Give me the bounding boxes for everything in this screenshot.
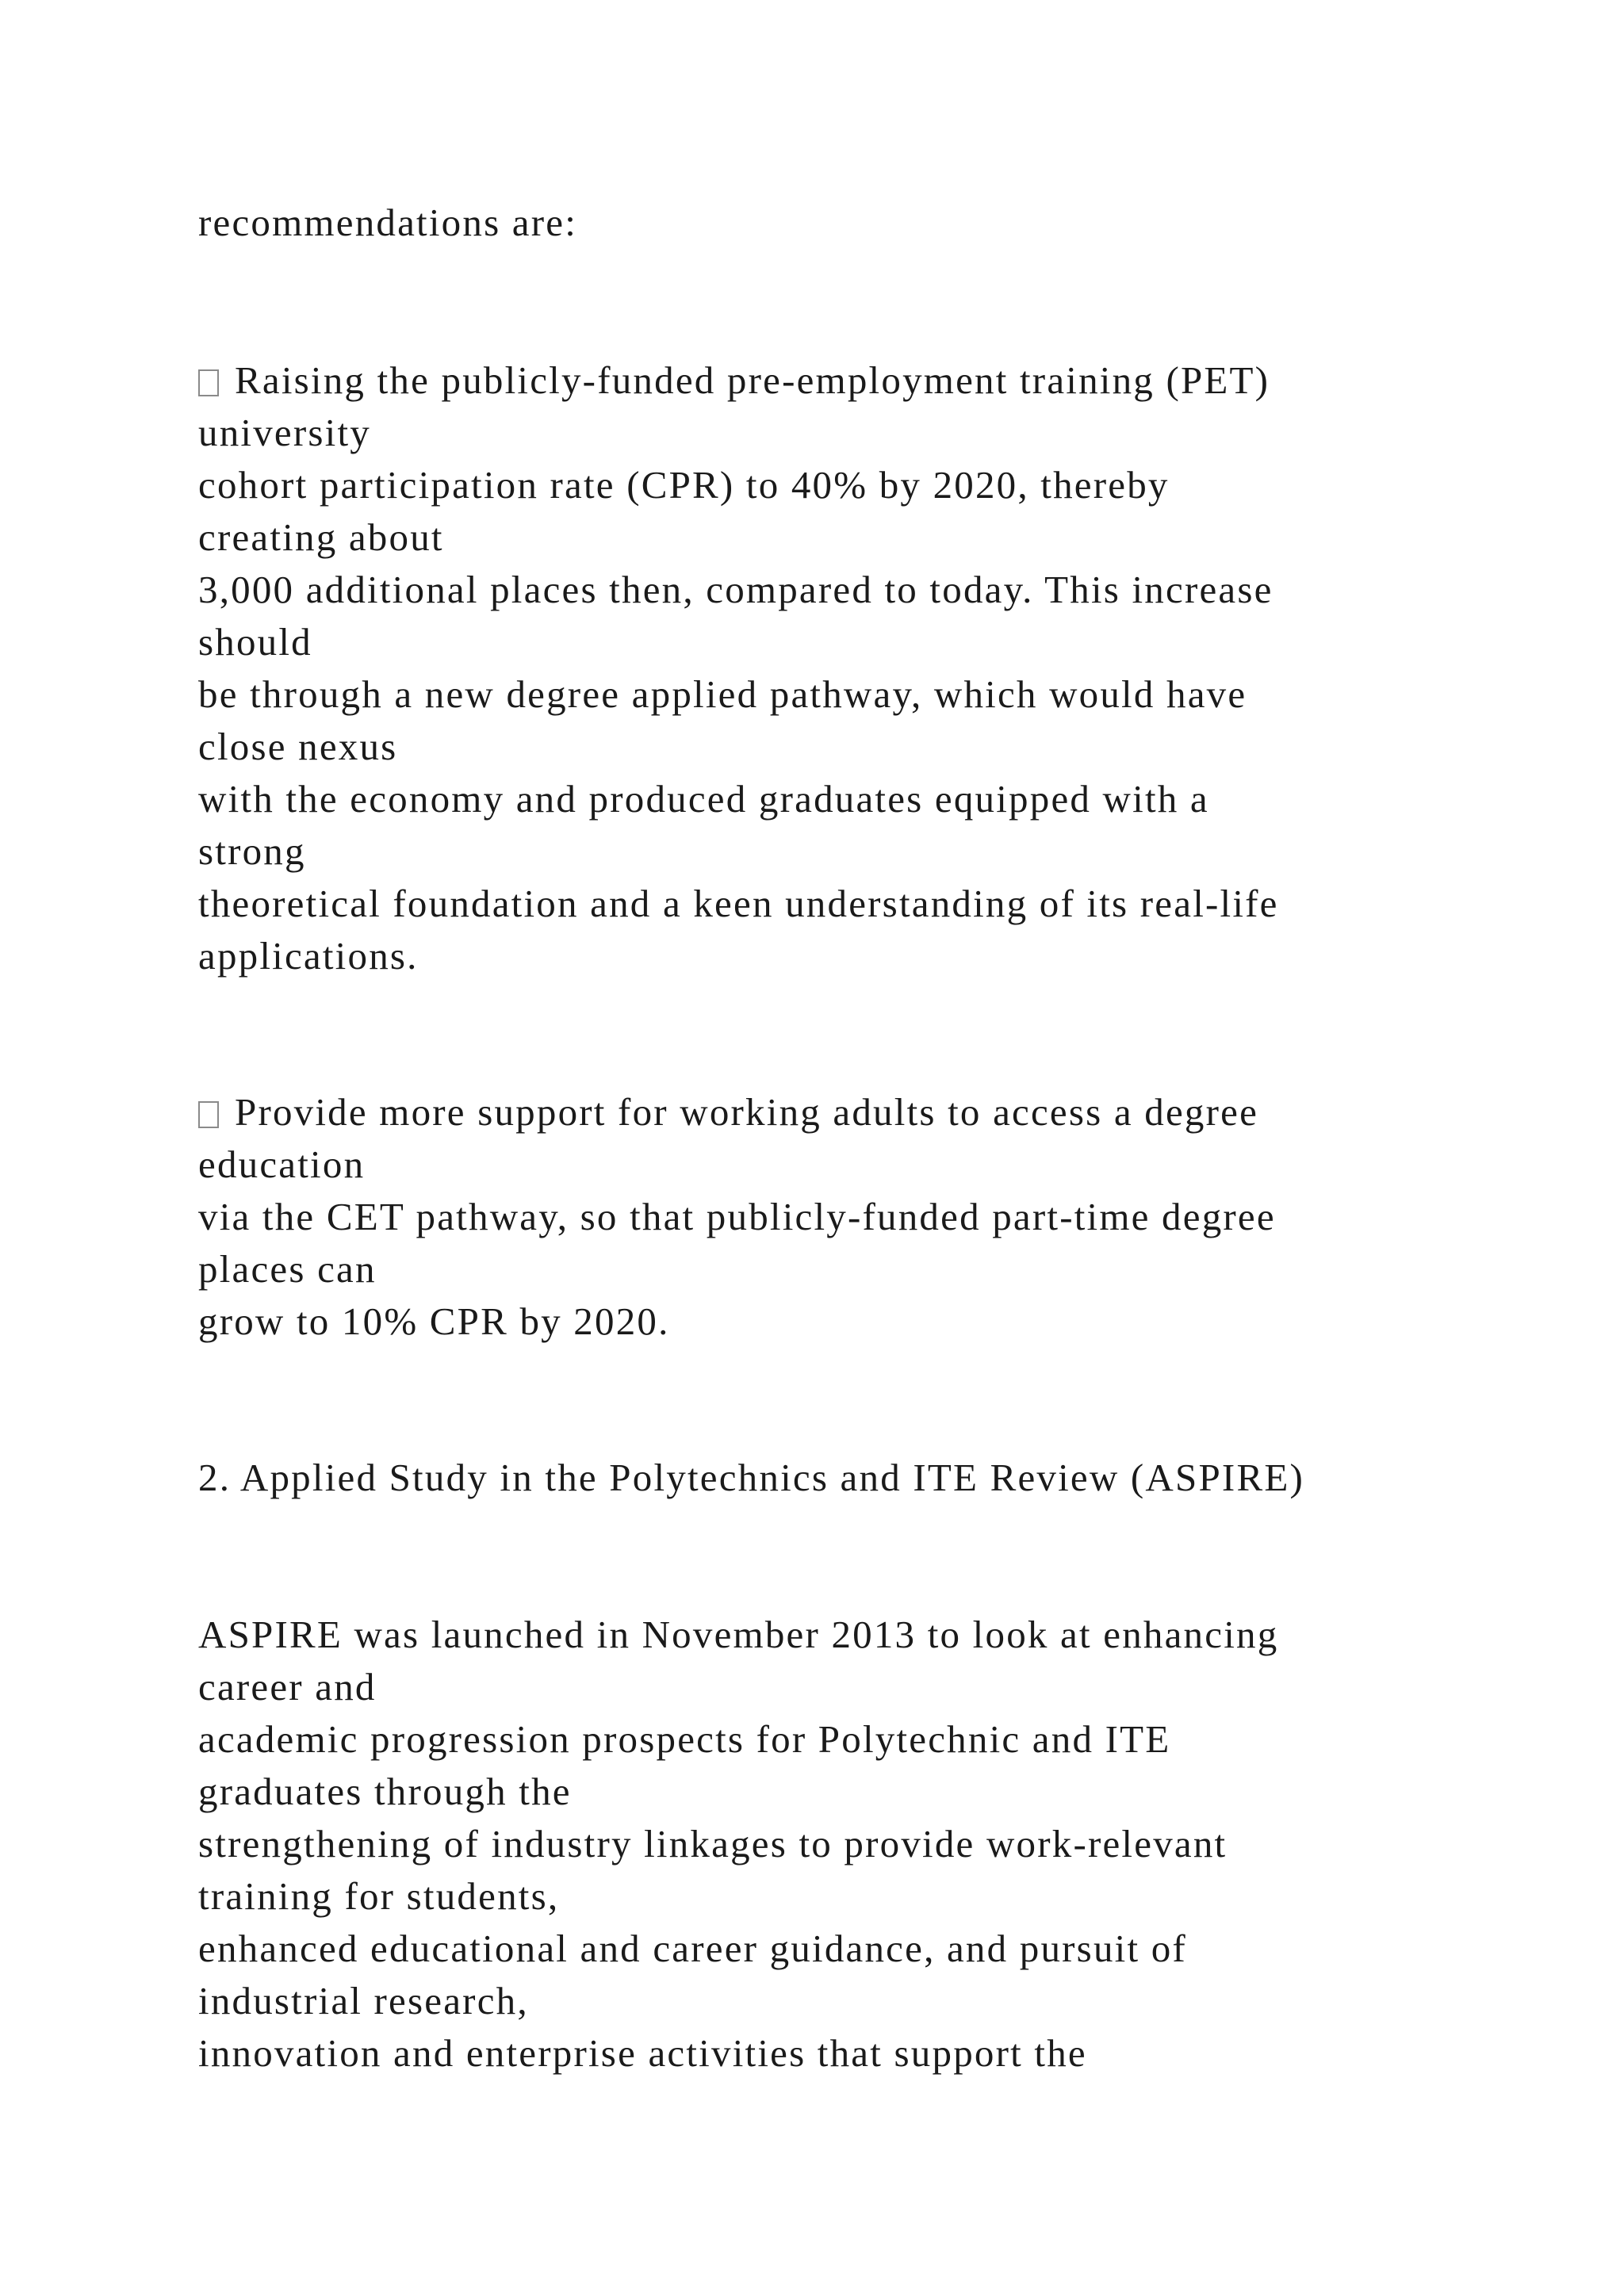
text-line: innovation and enterprise activities that support the	[198, 2031, 1087, 2075]
text-line: close nexus	[198, 725, 398, 768]
aspire-paragraph	[198, 1609, 1546, 2080]
text-line: via the CET pathway, so that publicly-funded part-time degree	[198, 1195, 1276, 1238]
text-line: recommendations are:	[198, 201, 578, 244]
text-line: applications.	[198, 934, 419, 978]
text-line: creating about	[198, 515, 444, 559]
text-line: training for students,	[198, 1874, 560, 1918]
text-line: university	[198, 411, 371, 454]
text-line: theoretical foundation and a keen understanding of its real-life	[198, 882, 1279, 925]
text-line: be through a new degree applied pathway, which would have	[198, 672, 1247, 716]
text-line: ASPIRE was launched in November 2013 to look at enhancing	[198, 1613, 1279, 1656]
missing-glyph-bullet-icon	[198, 369, 219, 396]
text-line: education	[198, 1142, 366, 1186]
text-line: 2. Applied Study in the Polytechnics and ITE Review (ASPIRE)	[198, 1456, 1304, 1499]
text-line: enhanced educational and career guidance, and pursuit of	[198, 1927, 1187, 1970]
text-line: strong	[198, 829, 306, 873]
text-line: career and	[198, 1665, 377, 1709]
text-line: grow to 10% CPR by 2020.	[198, 1299, 670, 1343]
text-line: graduates through the	[198, 1770, 572, 1813]
text-line: with the economy and produced graduates equipped with a	[198, 777, 1209, 821]
text-line: cohort participation rate (CPR) to 40% by 2020, thereby	[198, 463, 1170, 507]
intro-paragraph	[198, 197, 1546, 249]
text-line: strengthening of industry linkages to provide work-relevant	[198, 1822, 1228, 1866]
text-line: Provide more support for working adults to access a degree	[235, 1090, 1259, 1134]
bullet-item-pet-cpr	[198, 354, 1546, 982]
missing-glyph-bullet-icon	[198, 1101, 219, 1128]
text-line: industrial research,	[198, 1979, 529, 2022]
section-heading-aspire	[198, 1452, 1546, 1504]
text-line: Raising the publicly-funded pre-employment training (PET)	[235, 358, 1270, 402]
text-line: academic progression prospects for Polytechnic and ITE	[198, 1717, 1171, 1761]
text-line: places can	[198, 1247, 377, 1291]
text-line: 3,000 additional places then, compared to today. This increase	[198, 568, 1274, 611]
text-line: should	[198, 620, 312, 664]
bullet-item-cet-pathway	[198, 1086, 1546, 1348]
